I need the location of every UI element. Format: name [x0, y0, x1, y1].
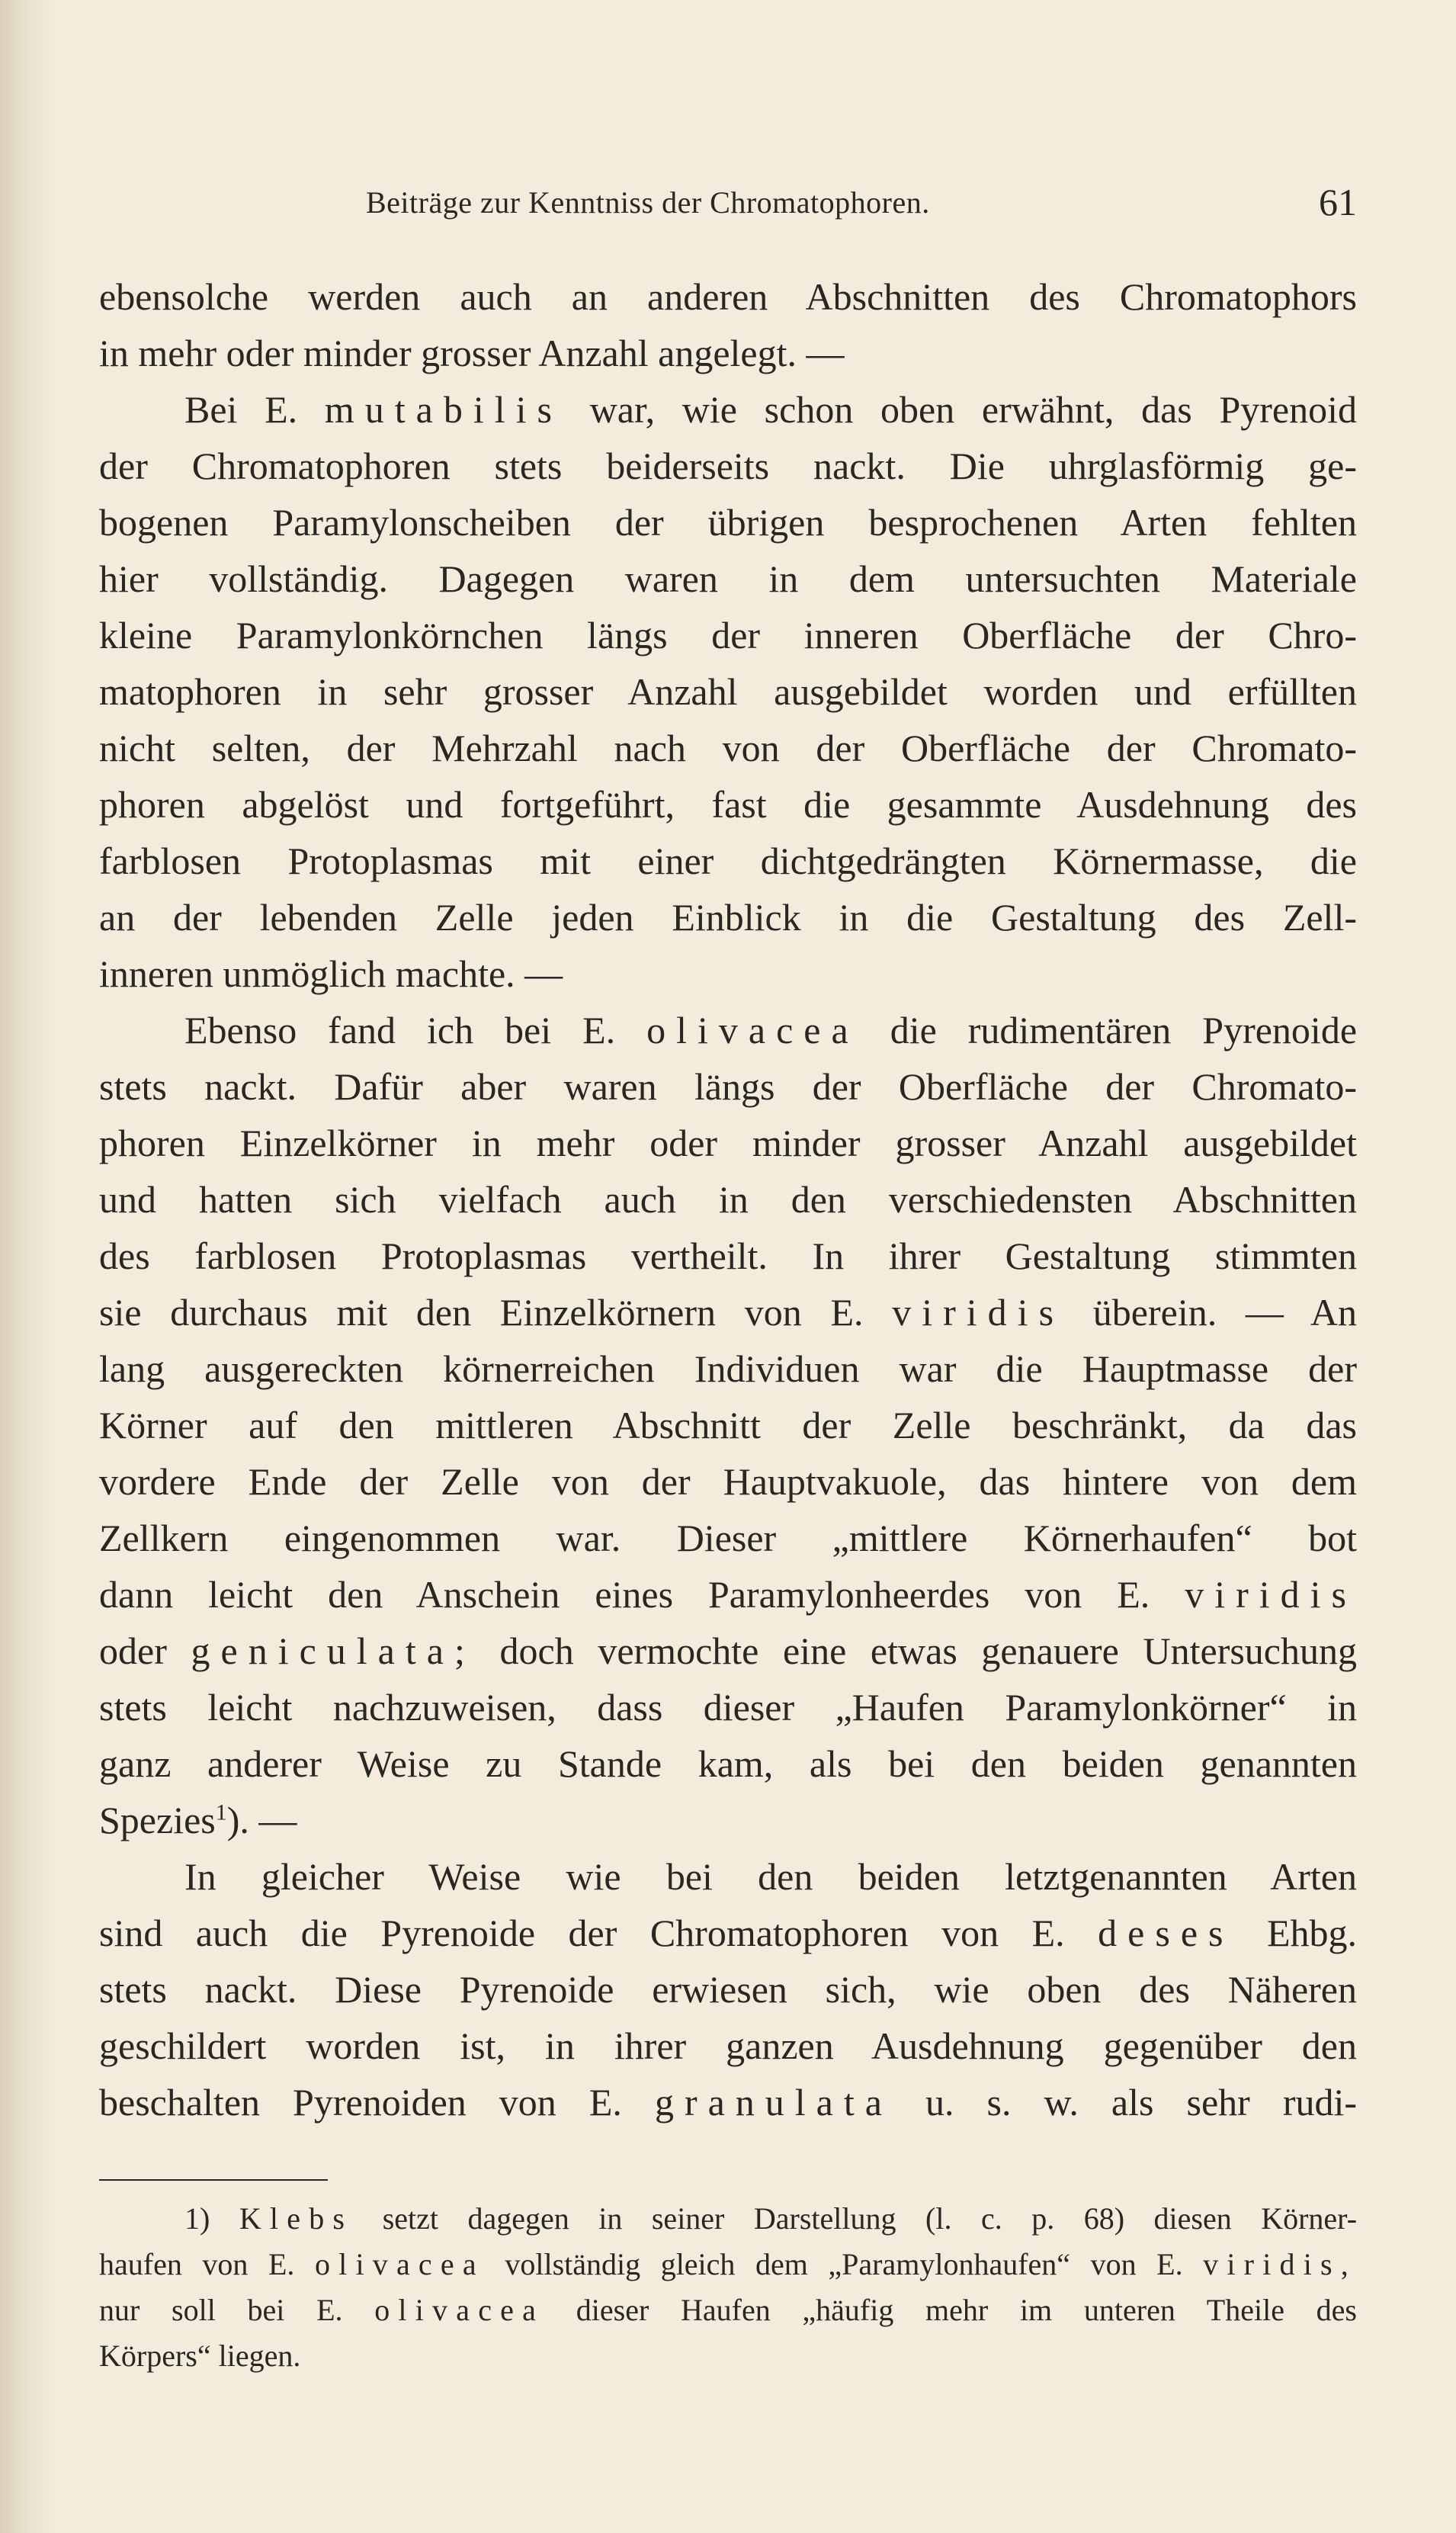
footnote-line: haufen von E. olivacea vollständig gleich dem „Paramylonhaufen“ von E. viridis, [99, 2247, 1357, 2281]
text-line: ebensolche werden auch an anderen Abschnitten des Chromatophors [99, 275, 1357, 318]
text-line: sind auch die Pyrenoide der Chromatophoren von E. deses Ehbg. [99, 1912, 1357, 1954]
footnote-marker: 1 [215, 1799, 227, 1825]
text-line: oder geniculata; doch vermochte eine etwas genauere Untersuchung [99, 1629, 1357, 1672]
text-line: ganz anderer Weise zu Stande kam, als bei den beiden genannten [99, 1742, 1357, 1785]
text-line: des farblosen Protoplasmas vertheilt. In ihrer Gestaltung stimmten [99, 1234, 1357, 1277]
footnote-rule [99, 2179, 328, 2181]
text-line: geschildert worden ist, in ihrer ganzen Ausdehnung gegenüber den [99, 2024, 1357, 2067]
text-line: und hatten sich vielfach auch in den verschiedensten Abschnitten [99, 1178, 1357, 1221]
species-name: olivacea [314, 2247, 485, 2281]
text-line: bogenen Paramylonscheiben der übrigen besprochenen Arten fehlten [99, 501, 1357, 544]
text-line: dann leicht den Anschein eines Paramylonheerdes von E. viridis [99, 1573, 1357, 1616]
footnote-line: nur soll bei E. olivacea dieser Haufen „häufig mehr im unteren Theile des [99, 2293, 1357, 2327]
running-title: Beiträge zur Kenntniss der Chromatophoren. [366, 185, 930, 220]
body-text [99, 268, 1357, 2130]
text-line: vordere Ende der Zelle von der Hauptvakuole, das hintere von dem [99, 1460, 1357, 1503]
species-name: geniculata; [191, 1629, 476, 1672]
page-number: 61 [1319, 181, 1357, 223]
text-line: inneren unmöglich machte. — [99, 952, 563, 995]
text-line: stets leicht nachzuweisen, dass dieser „Haufen Paramylonkörner“ in [99, 1686, 1357, 1729]
text-line: In gleicher Weise wie bei den beiden letztgenannten Arten [184, 1855, 1357, 1898]
text-line: Bei E. mutabilis war, wie schon oben erwähnt, das Pyrenoid [184, 388, 1357, 431]
text-line: Körner auf den mittleren Abschnitt der Zelle beschränkt, da das [99, 1404, 1357, 1446]
text-line: hier vollständig. Dagegen waren in dem untersuchten Materiale [99, 557, 1357, 600]
text-line: kleine Paramylonkörnchen längs der inneren Oberfläche der Chro- [99, 614, 1357, 657]
text-line: beschalten Pyrenoiden von E. granulata u. s. w. als sehr rudi- [99, 2081, 1357, 2124]
species-name: viridis, [1203, 2247, 1357, 2281]
text-line: stets nackt. Dafür aber waren längs der Oberfläche der Chromato- [99, 1065, 1357, 1108]
author-name: Klebs [239, 2201, 354, 2236]
species-name: granulata [654, 2081, 893, 2124]
footnote [99, 2196, 1357, 2379]
text-line: lang ausgereckten körnerreichen Individuen war die Hauptmasse der [99, 1347, 1357, 1390]
text-line: nicht selten, der Mehrzahl nach von der Oberfläche der Chromato- [99, 727, 1357, 769]
page-header [99, 174, 1357, 235]
species-name: mutabilis [324, 388, 563, 431]
text-line: phoren abgelöst und fortgeführt, fast die gesammte Ausdehnung des [99, 783, 1357, 826]
footnote-number: 1) [184, 2201, 210, 2236]
text-line: sie durchaus mit den Einzelkörnern von E. viridis überein. — An [99, 1291, 1357, 1334]
species-name: olivacea [374, 2293, 545, 2327]
species-name: olivacea [646, 1009, 859, 1051]
text-line: Spezies$^1$). — [99, 1799, 297, 1841]
species-name: viridis [1185, 1573, 1357, 1616]
page-edge-shadow [0, 0, 53, 2533]
species-name: viridis [892, 1291, 1065, 1334]
text-line: der Chromatophoren stets beiderseits nackt. Die uhrglasförmig ge- [99, 445, 1357, 487]
text-line: Zellkern eingenommen war. Dieser „mittlere Körnerhaufen“ bot [99, 1517, 1357, 1559]
text-line: stets nackt. Diese Pyrenoide erwiesen sich, wie oben des Näheren [99, 1968, 1357, 2011]
text-line: Ebenso fand ich bei E. olivacea die rudimentären Pyrenoide [184, 1009, 1357, 1051]
text-line: matophoren in sehr grosser Anzahl ausgebildet worden und erfüllten [99, 670, 1357, 713]
footnote-line: 1) Klebs setzt dagegen in seiner Darstellung (l. c. p. 68) diesen Körner- [184, 2201, 1357, 2236]
text-line: farblosen Protoplasmas mit einer dichtgedrängten Körnermasse, die [99, 840, 1357, 882]
text-line: phoren Einzelkörner in mehr oder minder grosser Anzahl ausgebildet [99, 1122, 1357, 1164]
text-line: an der lebenden Zelle jeden Einblick in die Gestaltung des Zell- [99, 896, 1357, 939]
species-name: deses [1098, 1912, 1234, 1954]
text-line: in mehr oder minder grosser Anzahl angelegt. — [99, 332, 845, 374]
footnote-line: Körpers“ liegen. [99, 2339, 301, 2373]
